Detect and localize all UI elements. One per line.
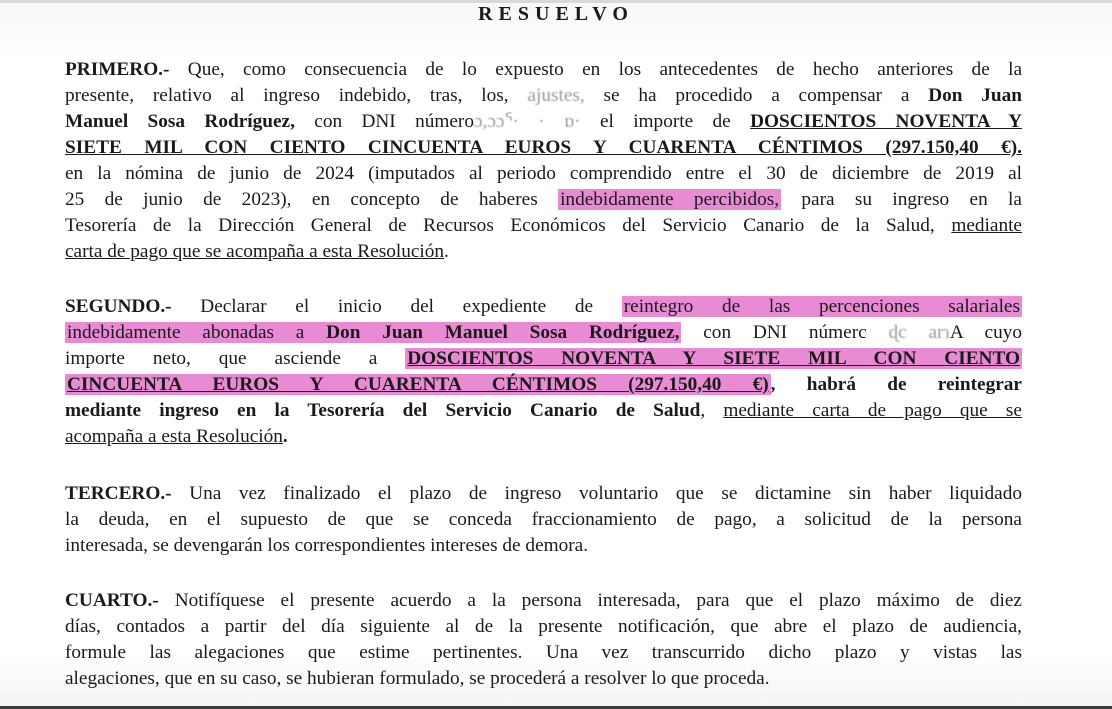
text-line (65, 588, 1022, 614)
text-line (65, 424, 1022, 450)
redacted-dni: ɔ,ɔɔᕐ· · ɒ· (473, 111, 581, 132)
person-name: Manuel Sosa Rodríguez, (65, 111, 295, 132)
underlined-text: mediante carta de pago que se (723, 400, 1022, 421)
highlighted-text (65, 322, 681, 343)
text-run: , (700, 400, 706, 421)
text-line (65, 614, 1022, 640)
text-line (65, 507, 1022, 533)
text-line (65, 213, 1022, 239)
section-heading: CUARTO.- (65, 590, 159, 611)
section-heading: SEGUNDO.- (65, 296, 172, 317)
underlined-text: acompaña a esta Resolución (65, 426, 283, 447)
text-run: formule las alegaciones que estime pertinentes. Una vez transcurrido dicho plazo y vistas las (65, 642, 1022, 663)
amount-text: DOSCIENTOS NOVENTA Y SIETE MIL CON CIENTO (407, 348, 1020, 369)
text-run: Una vez finalizado el plazo de ingreso voluntario que se dictamine sin haber liquidado (189, 483, 1022, 504)
text-line (65, 135, 1022, 161)
paragraph-cuarto (65, 588, 1022, 692)
text-line (65, 320, 1022, 346)
text-run: Declarar el inicio del expediente de (200, 296, 594, 317)
paragraph-primero (65, 57, 1022, 265)
text-run: . (282, 426, 288, 447)
underlined-text: mediante (951, 215, 1022, 236)
highlighted-text: reintegro de las percenciones salariales (623, 296, 1020, 317)
text-run: días, contados a partir del día siguiente al de la presente notificación, que abre el plazo de audiencia, (65, 616, 1022, 637)
text-line (65, 109, 1022, 135)
text-run: interesada, se devengarán los correspondientes intereses de demora. (65, 535, 589, 556)
paragraph-segundo (65, 294, 1022, 450)
text-run: indebidamente abonadas a (67, 322, 305, 343)
text-run: A cuyo (949, 322, 1022, 343)
text-line (65, 294, 1022, 320)
amount-text: SIETE MIL CON CIENTO CINCUENTA EUROS Y CUARENTA CÉNTIMOS (297.150,40 €). (65, 137, 1022, 158)
section-heading: PRIMERO.- (65, 59, 170, 80)
text-run: el importe de (599, 111, 731, 132)
text-line (65, 83, 1022, 109)
text-line (65, 666, 1022, 692)
text-run: Que, como consecuencia de lo expuesto en los antecedentes de hecho anteriores de la (187, 59, 1022, 80)
text-run: la deuda, en el supuesto de que se conceda fraccionamiento de pago, a solicitud de la persona (65, 509, 1022, 530)
text-line (65, 533, 1022, 559)
text-line (65, 640, 1022, 666)
text-run: . (444, 241, 449, 262)
person-name: Don Juan Manuel Sosa Rodríguez, (326, 322, 680, 343)
text-run: con DNI númerc (703, 322, 867, 343)
paragraph-tercero (65, 481, 1022, 559)
text-run: se ha procedido a compensar a (603, 85, 910, 106)
amount-text: DOSCIENTOS NOVENTA Y (750, 111, 1022, 132)
text-run: importe neto, que asciende a (65, 348, 378, 369)
text-line (65, 372, 1022, 398)
text-run: presente, relativo al ingreso indebido, tras, los, (65, 85, 509, 106)
text-line (65, 161, 1022, 187)
person-name: Don Juan (928, 85, 1023, 106)
amount-text: CINCUENTA EUROS Y CUARENTA CÉNTIMOS (297.150,40 €) (67, 374, 769, 395)
text-line (65, 398, 1022, 424)
text-run: en la nómina de junio de 2024 (imputados al periodo comprendido entre el 30 de diciembre de 2019 al (65, 163, 1022, 184)
text-line (65, 239, 1022, 265)
redacted-dni: ɖc arɿ (888, 322, 950, 343)
redacted-text: ajustes, (527, 85, 585, 106)
text-line (65, 346, 1022, 372)
text-run: mediante ingreso en la Tesorería del Servicio Canario de Salud (65, 400, 701, 421)
text-run: , habrá de reintegrar (770, 374, 1022, 395)
section-heading: TERCERO.- (65, 483, 172, 504)
text-run: alegaciones, que en su caso, se hubieran formulado, se procederá a resolver lo que proceda. (65, 668, 770, 689)
text-run: con DNI número (314, 111, 474, 132)
text-line (65, 57, 1022, 83)
text-run: para su ingreso en la (801, 189, 1022, 210)
text-run: 25 de junio de 2023), en concepto de haberes (65, 189, 538, 210)
text-line (65, 481, 1022, 507)
text-run: Notifíquese el presente acuerdo a la persona interesada, para que el plazo máximo de diez (174, 590, 1022, 611)
text-line (65, 187, 1022, 213)
page-title: RESUELVO (478, 3, 634, 25)
text-run: Tesorería de la Dirección General de Recursos Económicos del Servicio Canario de la Salud, (65, 215, 935, 236)
highlighted-text: indebidamente percibidos, (560, 189, 780, 210)
underlined-text: carta de pago que se acompaña a esta Resolución (65, 241, 445, 262)
